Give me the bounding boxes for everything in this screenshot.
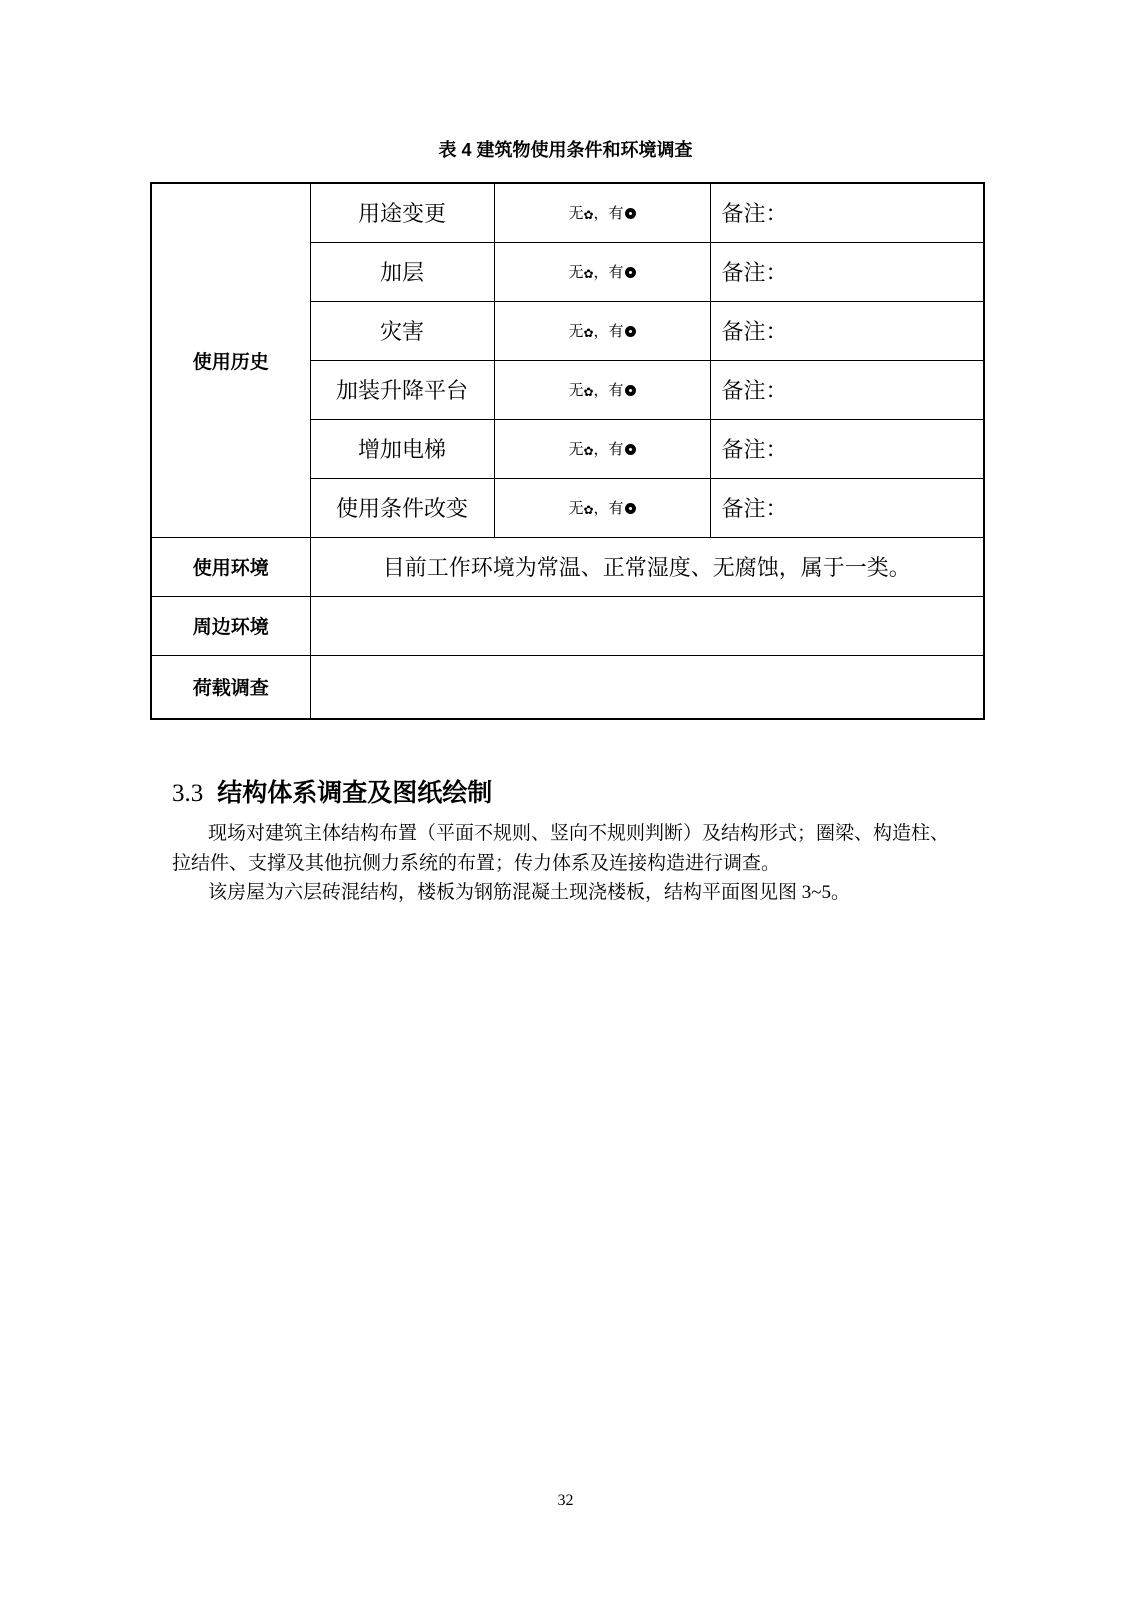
option-yes-label: 有 xyxy=(608,323,624,340)
remark-cell xyxy=(710,301,984,360)
option-cell xyxy=(494,360,710,419)
option-separator: ， xyxy=(593,264,609,281)
history-item: 加装升降平台 xyxy=(310,360,494,419)
surrounding-environment-value xyxy=(310,596,984,655)
remark-cell xyxy=(710,242,984,301)
remark-cell xyxy=(710,360,984,419)
flower-outline-icon xyxy=(583,443,593,460)
usage-environment-survey-table xyxy=(150,182,985,720)
option-yes-label: 有 xyxy=(608,500,624,517)
option-cell xyxy=(494,301,710,360)
ring-icon xyxy=(625,444,636,455)
ring-icon xyxy=(625,385,636,396)
usage-environment-label: 使用环境 xyxy=(151,537,310,596)
remark-label: 备注： xyxy=(721,496,788,521)
option-no-label: 无 xyxy=(568,382,584,399)
page-number: 32 xyxy=(557,1492,574,1509)
remark-label: 备注： xyxy=(721,378,788,403)
remark-cell xyxy=(710,419,984,478)
usage-history-label: 使用历史 xyxy=(151,183,310,537)
paragraph-line: 该房屋为六层砖混结构，楼板为钢筋混凝土现浇楼板，结构平面图见图 3~5。 xyxy=(208,882,851,903)
option-separator: ， xyxy=(593,441,609,458)
remark-cell xyxy=(710,183,984,242)
paragraph-line: 现场对建筑主体结构布置（平面不规则、竖向不规则判断）及结构形式；圈梁、构造柱、 xyxy=(208,823,950,844)
history-item: 增加电梯 xyxy=(310,419,494,478)
ring-icon xyxy=(625,267,636,278)
section-number: 3.3 xyxy=(172,780,204,807)
remark-label: 备注： xyxy=(721,260,788,285)
option-separator: ， xyxy=(593,205,609,222)
section-title: 结构体系调查及图纸绘制 xyxy=(217,779,493,807)
remark-label: 备注： xyxy=(721,319,788,344)
option-cell xyxy=(494,183,710,242)
option-yes-label: 有 xyxy=(608,205,624,222)
option-separator: ， xyxy=(593,323,609,340)
option-no-label: 无 xyxy=(568,205,584,222)
option-separator: ， xyxy=(593,382,609,399)
history-item: 使用条件改变 xyxy=(310,478,494,537)
surrounding-environment-label: 周边环境 xyxy=(151,596,310,655)
option-cell xyxy=(494,242,710,301)
history-item: 灾害 xyxy=(310,301,494,360)
usage-environment-value: 目前工作环境为常温、正常湿度、无腐蚀，属于一类。 xyxy=(310,537,984,596)
load-survey-value xyxy=(310,655,984,719)
flower-outline-icon xyxy=(583,207,593,224)
table-row-surrounding-environment xyxy=(151,596,984,655)
paragraph-line: 拉结件、支撑及其他抗侧力系统的布置；传力体系及连接构造进行调查。 xyxy=(172,853,781,874)
option-cell xyxy=(494,419,710,478)
section-heading xyxy=(172,778,492,812)
option-no-label: 无 xyxy=(568,323,584,340)
option-no-label: 无 xyxy=(568,441,584,458)
option-no-label: 无 xyxy=(568,264,584,281)
table-row xyxy=(151,183,984,242)
history-item: 加层 xyxy=(310,242,494,301)
ring-icon xyxy=(625,326,636,337)
table-row-usage-environment xyxy=(151,537,984,596)
option-separator: ， xyxy=(593,500,609,517)
table-caption: 表 4 建筑物使用条件和环境调查 xyxy=(438,140,693,160)
option-cell xyxy=(494,478,710,537)
flower-outline-icon xyxy=(583,502,593,519)
flower-outline-icon xyxy=(583,325,593,342)
ring-icon xyxy=(625,208,636,219)
table-row-load-survey xyxy=(151,655,984,719)
option-yes-label: 有 xyxy=(608,382,624,399)
history-item: 用途变更 xyxy=(310,183,494,242)
ring-icon xyxy=(625,503,636,514)
flower-outline-icon xyxy=(583,384,593,401)
flower-outline-icon xyxy=(583,266,593,283)
option-yes-label: 有 xyxy=(608,264,624,281)
remark-label: 备注： xyxy=(721,437,788,462)
remark-cell xyxy=(710,478,984,537)
load-survey-label: 荷载调查 xyxy=(151,655,310,719)
option-no-label: 无 xyxy=(568,500,584,517)
option-yes-label: 有 xyxy=(608,441,624,458)
remark-label: 备注： xyxy=(721,201,788,227)
